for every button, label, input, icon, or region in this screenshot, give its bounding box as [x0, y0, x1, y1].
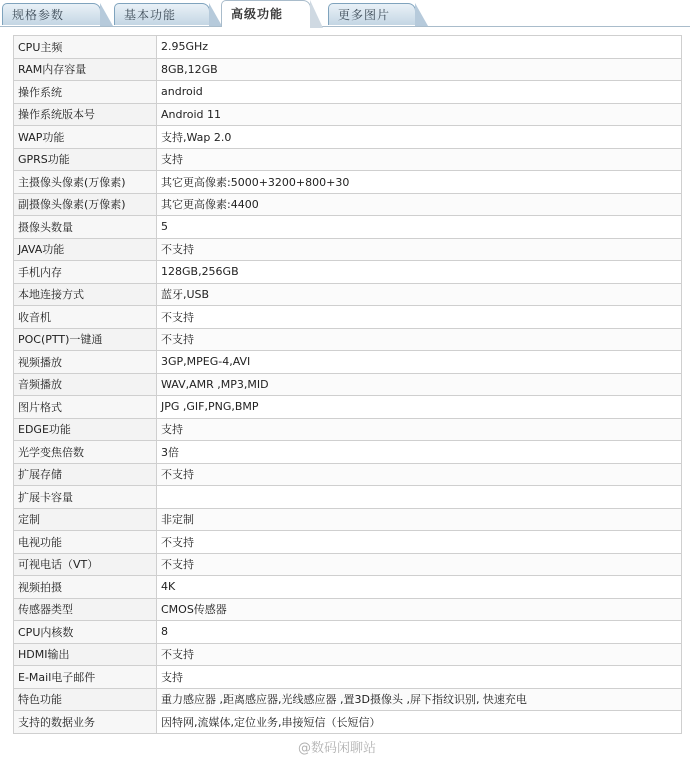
- table-row: [14, 216, 682, 239]
- spec-label: 主摄像头像素(万像素): [14, 171, 157, 194]
- table-row: [14, 306, 682, 329]
- spec-label: 视频拍摄: [14, 576, 157, 599]
- spec-value: 3GP,MPEG-4,AVI: [157, 351, 682, 374]
- spec-label: 摄像头数量: [14, 216, 157, 239]
- spec-label: RAM内存容量: [14, 58, 157, 81]
- spec-value: 不支持: [157, 328, 682, 351]
- spec-value: CMOS传感器: [157, 598, 682, 621]
- spec-value: Android 11: [157, 103, 682, 126]
- spec-value: 支持: [157, 666, 682, 689]
- spec-label: GPRS功能: [14, 148, 157, 171]
- tab-more-images[interactable]: 更多图片: [328, 3, 416, 25]
- table-row: [14, 238, 682, 261]
- spec-value: 不支持: [157, 306, 682, 329]
- spec-label: 副摄像头像素(万像素): [14, 193, 157, 216]
- spec-value: 蓝牙,USB: [157, 283, 682, 306]
- spec-label: 收音机: [14, 306, 157, 329]
- table-row: [14, 396, 682, 419]
- table-row: [14, 688, 682, 711]
- spec-label: WAP功能: [14, 126, 157, 149]
- table-row: [14, 373, 682, 396]
- spec-label: 图片格式: [14, 396, 157, 419]
- spec-label: 操作系统: [14, 81, 157, 104]
- spec-value: 2.95GHz: [157, 36, 682, 59]
- spec-value: 不支持: [157, 238, 682, 261]
- tab-specs[interactable]: 规格参数: [2, 3, 101, 25]
- tab-divider: [0, 26, 690, 27]
- spec-value: 非定制: [157, 508, 682, 531]
- spec-value: 支持: [157, 418, 682, 441]
- watermark: @数码闲聊站: [298, 741, 377, 756]
- table-row: [14, 576, 682, 599]
- tab-basic-features[interactable]: 基本功能: [114, 3, 210, 25]
- spec-value: 不支持: [157, 531, 682, 554]
- spec-label: CPU主频: [14, 36, 157, 59]
- table-row: [14, 666, 682, 689]
- spec-value: 8GB,12GB: [157, 58, 682, 81]
- spec-label: 操作系统版本号: [14, 103, 157, 126]
- spec-value: 因特网,流媒体,定位业务,串接短信（长短信）: [157, 711, 682, 734]
- spec-value: 支持: [157, 148, 682, 171]
- table-row: [14, 418, 682, 441]
- table-row: [14, 81, 682, 104]
- table-row: [14, 328, 682, 351]
- spec-value: WAV,AMR ,MP3,MID: [157, 373, 682, 396]
- spec-label: 电视功能: [14, 531, 157, 554]
- table-row: [14, 508, 682, 531]
- spec-label: HDMI输出: [14, 643, 157, 666]
- spec-label: 支持的数据业务: [14, 711, 157, 734]
- table-row: [14, 283, 682, 306]
- spec-label: 扩展存储: [14, 463, 157, 486]
- spec-label: E-Mail电子邮件: [14, 666, 157, 689]
- spec-value: 不支持: [157, 553, 682, 576]
- spec-value: 不支持: [157, 643, 682, 666]
- tab-bar: [0, 0, 690, 27]
- table-row: [14, 711, 682, 734]
- spec-value: 不支持: [157, 463, 682, 486]
- table-row: [14, 531, 682, 554]
- table-row: [14, 193, 682, 216]
- spec-label: 视频播放: [14, 351, 157, 374]
- spec-label: 手机内存: [14, 261, 157, 284]
- table-row: [14, 621, 682, 644]
- spec-table: [13, 35, 682, 734]
- spec-label: 本地连接方式: [14, 283, 157, 306]
- spec-label: 可视电话（VT）: [14, 553, 157, 576]
- spec-value: 128GB,256GB: [157, 261, 682, 284]
- spec-label: CPU内核数: [14, 621, 157, 644]
- spec-label: 传感器类型: [14, 598, 157, 621]
- spec-value: 重力感应器 ,距离感应器,光线感应器 ,置3D摄像头 ,屏下指纹识别, 快速充电: [157, 688, 682, 711]
- spec-label: 光学变焦倍数: [14, 441, 157, 464]
- spec-value: 4K: [157, 576, 682, 599]
- table-row: [14, 58, 682, 81]
- spec-label: POC(PTT)一键通: [14, 328, 157, 351]
- table-row: [14, 463, 682, 486]
- spec-value: JPG ,GIF,PNG,BMP: [157, 396, 682, 419]
- table-row: [14, 103, 682, 126]
- table-row: [14, 126, 682, 149]
- spec-value: 3倍: [157, 441, 682, 464]
- spec-label: 定制: [14, 508, 157, 531]
- table-row: [14, 148, 682, 171]
- spec-label: 扩展卡容量: [14, 486, 157, 509]
- tab-advanced-features[interactable]: 高级功能: [221, 0, 311, 27]
- table-row: [14, 598, 682, 621]
- spec-label: 特色功能: [14, 688, 157, 711]
- table-row: [14, 486, 682, 509]
- table-row: [14, 553, 682, 576]
- table-row: [14, 351, 682, 374]
- table-row: [14, 36, 682, 59]
- spec-label: JAVA功能: [14, 238, 157, 261]
- table-row: [14, 261, 682, 284]
- spec-value: [157, 486, 682, 509]
- table-row: [14, 643, 682, 666]
- spec-label: 音频播放: [14, 373, 157, 396]
- spec-value: 8: [157, 621, 682, 644]
- spec-value: 其它更高像素:5000+3200+800+30: [157, 171, 682, 194]
- spec-value: 其它更高像素:4400: [157, 193, 682, 216]
- spec-value: 支持,Wap 2.0: [157, 126, 682, 149]
- table-row: [14, 171, 682, 194]
- spec-label: EDGE功能: [14, 418, 157, 441]
- table-row: [14, 441, 682, 464]
- spec-value: 5: [157, 216, 682, 239]
- spec-value: android: [157, 81, 682, 104]
